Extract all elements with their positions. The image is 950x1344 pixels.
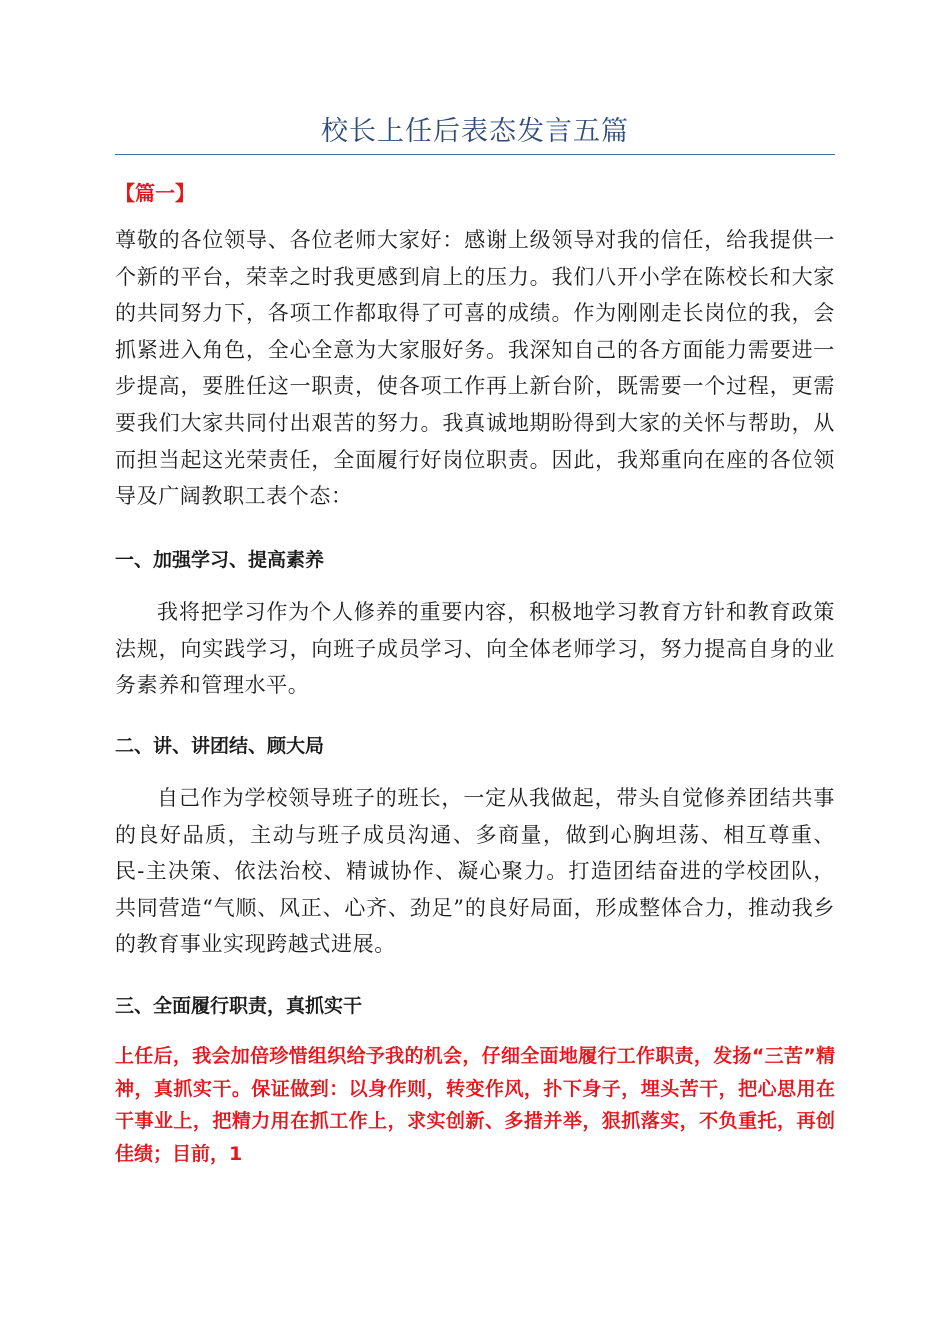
section-body-3: 上任后，我会加倍珍惜组织给予我的机会，仔细全面地履行工作职责，发扬“三苦”精神，真抓实干。保证做到：以身作则，转变作风，扑下身子，埋头苦干，把心思用在干事业上，把精力用在抓工作上，求实创新、多措并举，狠抓落实，不负重托，再创佳绩；目前，1 bbox=[115, 1045, 835, 1165]
section-heading-3: 三、全面履行职责，真抓实干 bbox=[115, 995, 363, 1017]
section-body-1: 我将把学习作为个人修养的重要内容，积极地学习教育方针和教育政策法规，向实践学习，向班子成员学习、向全体老师学习，努力提高自身的业务素养和管理水平。 bbox=[115, 600, 835, 698]
document-title: 校长上任后表态发言五篇 bbox=[321, 116, 629, 147]
section-body-2: 自己作为学校领导班子的班长，一定从我做起，带头自觉修养团结共事的良好品质，主动与班子成员沟通、多商量，做到心胸坦荡、相互尊重、民-主决策、依法治校、精诚协作、凝心聚力。打造团结奋进的学校团队，共同营造“气顺、风正、心齐、劲足”的良好局面，形成整体合力，推动我乡的教育事业实现跨越式进展。 bbox=[115, 786, 835, 957]
section-heading-2: 二、讲、讲团结、顾大局 bbox=[115, 735, 325, 757]
section-label: 【篇一】 bbox=[115, 181, 195, 205]
intro-paragraph: 尊敬的各位领导、各位老师大家好：感谢上级领导对我的信任，给我提供一个新的平台，荣幸之时我更感到肩上的压力。我们八开小学在陈校长和大家的共同努力下，各项工作都取得了可喜的成绩。作为刚刚走长岗位的我，会抓紧进入角色，全心全意为大家服好务。我深知自己的各方面能力需要进一步提高，要胜任这一职责，使各项工作再上新台阶，既需要一个过程，更需要我们大家共同付出艰苦的努力。我真诚地期盼得到大家的关怀与帮助，从而担当起这光荣责任，全面履行好岗位职责。因此，我郑重向在座的各位领导及广阔教职工表个态： bbox=[115, 228, 835, 509]
section-heading-1: 一、加强学习、提高素养 bbox=[115, 549, 325, 571]
title-underline bbox=[115, 154, 835, 155]
